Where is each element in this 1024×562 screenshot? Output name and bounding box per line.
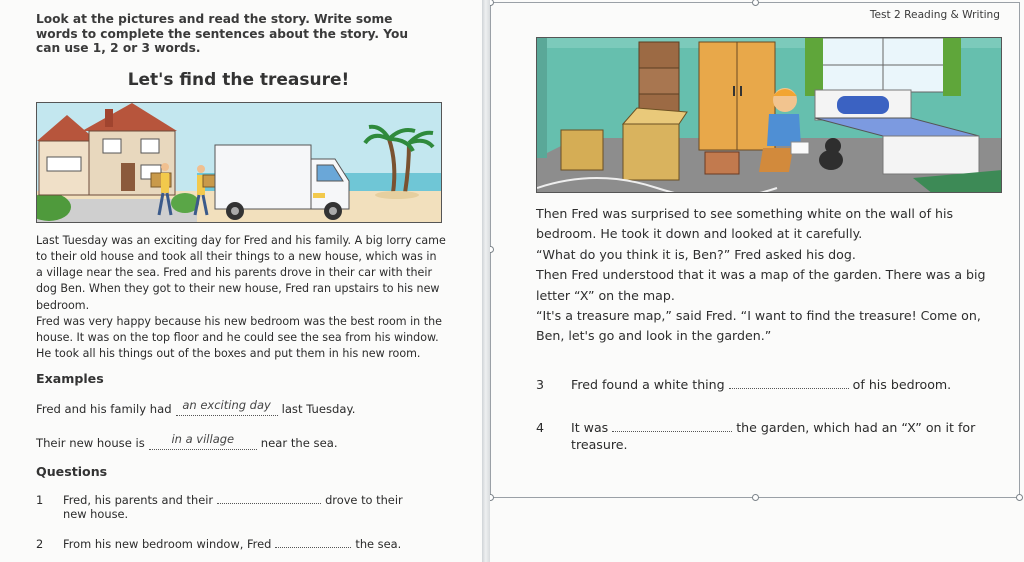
bedroom-illustration (536, 37, 1002, 193)
story-text-part-2 (536, 204, 996, 347)
answer-blank[interactable] (217, 493, 321, 504)
question-number: 4 (536, 420, 545, 435)
question-3 (536, 376, 996, 393)
left-page (0, 0, 482, 562)
instructions: Look at the pictures and read the story. Write some words to complete the sentences about the story. You can use 1, 2 or 3 words. (36, 12, 409, 56)
running-head: Test 2 Reading & Writing (869, 9, 1000, 21)
story-paragraph: Fred was very happy because his new bedroom was the best room in the house. It was on the top floor and he could see the sea from his window. He took all his things out of the boxes and put them in his new room. (36, 314, 442, 361)
question-text: Fred found a white thing (571, 377, 725, 392)
moving-day-illustration (36, 102, 442, 223)
question-number: 1 (36, 493, 44, 508)
example-text: Fred and his family had (36, 402, 172, 417)
question-text: the garden, which had an “X” on it for (736, 420, 976, 435)
example-1 (36, 386, 482, 416)
question-4 (536, 419, 996, 453)
story-paragraph: Then Fred understood that it was a map of the garden. There was a big letter “X” on the map. (536, 267, 986, 303)
question-text: It was (571, 420, 609, 435)
question-1 (36, 493, 482, 521)
examples-heading: Examples (36, 371, 104, 387)
moving-day-picture (37, 103, 442, 223)
question-text: new house. (63, 507, 129, 522)
right-page (490, 0, 1024, 562)
question-text: treasure. (571, 437, 628, 452)
example-answer: in a village (171, 432, 235, 447)
question-text: Fred, his parents and their (63, 493, 214, 508)
resize-handle[interactable] (490, 494, 494, 501)
answer-blank[interactable] (729, 376, 849, 389)
story-paragraph: Last Tuesday was an exciting day for Fred and his family. A big lorry came to their old house and took all their things to a new house, which was in a village near the sea. Fred and his parents drove in their car with their dog Ben. When they got to their new house, Fred ran upstairs to his new bedroom. (36, 233, 446, 312)
story-paragraph: “What do you think it is, Ben?” Fred asked his dog. (536, 246, 856, 262)
example-text: Their new house is (36, 436, 145, 451)
bedroom-picture (537, 38, 1002, 193)
question-text: the sea. (355, 537, 402, 552)
question-text: of his bedroom. (852, 377, 952, 392)
question-text: drove to their (325, 493, 403, 508)
example-text: near the sea. (260, 436, 338, 451)
question-number: 3 (536, 377, 545, 392)
story-paragraph: Then Fred was surprised to see something white on the wall of his bedroom. He took it down and looked at it carefully. (536, 206, 954, 242)
story-text-part-1 (36, 233, 446, 363)
resize-handle[interactable] (752, 494, 759, 501)
example-text: last Tuesday. (281, 402, 356, 417)
answer-blank[interactable] (275, 537, 351, 548)
resize-handle[interactable] (1016, 494, 1023, 501)
example-2 (36, 420, 482, 450)
example-answer: an exciting day (182, 398, 271, 413)
story-paragraph: “It's a treasure map,” said Fred. “I want to find the treasure! Come on, Ben, let's go and look in the garden.” (536, 308, 981, 344)
question-2 (36, 537, 482, 551)
question-text: From his new bedroom window, Fred (63, 537, 272, 552)
example-answer-blank (149, 434, 257, 450)
questions-heading: Questions (36, 464, 108, 480)
story-title: Let's find the treasure! (127, 69, 350, 90)
answer-blank[interactable] (612, 419, 732, 432)
example-answer-blank (176, 400, 278, 416)
book-gutter (482, 0, 490, 562)
question-number: 2 (36, 537, 44, 552)
